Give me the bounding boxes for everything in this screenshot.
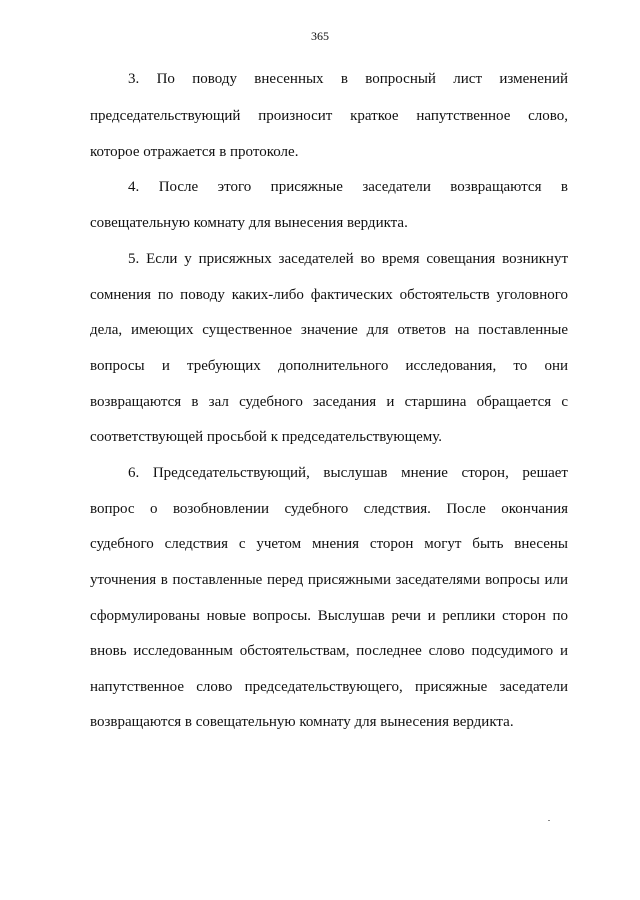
paragraph-6-line-2: вопрос о возобновлении судебного следствия. После окончания	[90, 501, 568, 517]
paragraph-6-line-5: сформулированы новые вопросы. Выслушав речи и реплики сторон по	[90, 608, 568, 624]
paragraph-5-line-3: дела, имеющих существенное значение для ответов на поставленные	[90, 322, 568, 338]
paragraph-6-line-6: вновь исследованным обстоятельствам, последнее слово подсудимого и	[90, 643, 568, 659]
paragraph-4-line-2: совещательную комнату для вынесения вердикта.	[90, 215, 408, 231]
paragraph-5-line-1: 5. Если у присяжных заседателей во время совещания возникнут	[128, 251, 568, 267]
paragraph-6-line-8: возвращаются в совещательную комнату для вынесения вердикта.	[90, 714, 514, 730]
paragraph-5-line-2: сомнения по поводу каких-либо фактических обстоятельств уголовного	[90, 287, 568, 303]
paragraph-5-line-4: вопросы и требующих дополнительного исследования, то они	[90, 358, 568, 374]
paragraph-3-line-1: 3. По поводу внесенных в вопросный лист изменений	[128, 71, 568, 87]
paragraph-5-line-5: возвращаются в зал судебного заседания и старшина обращается с	[90, 394, 568, 410]
paragraph-3-line-2: председательствующий произносит краткое напутственное слово,	[90, 108, 568, 124]
paragraph-6-line-4: уточнения в поставленные перед присяжными заседателями вопросы или	[90, 572, 568, 588]
paragraph-6-line-3: судебного следствия с учетом мнения сторон могут быть внесены	[90, 536, 568, 552]
paragraph-6-line-1: 6. Председательствующий, выслушав мнение сторон, решает	[128, 465, 568, 481]
paragraph-5-line-6: соответствующей просьбой к председательствующему.	[90, 429, 443, 445]
paragraph-4-line-1: 4. После этого присяжные заседатели возвращаются в	[128, 179, 568, 195]
scan-speck	[548, 820, 550, 821]
paragraph-3-line-3: которое отражается в протоколе.	[90, 144, 299, 160]
page-number: 365	[311, 29, 329, 43]
paragraph-6-line-7: напутственное слово председательствующего, присяжные заседатели	[90, 679, 568, 695]
